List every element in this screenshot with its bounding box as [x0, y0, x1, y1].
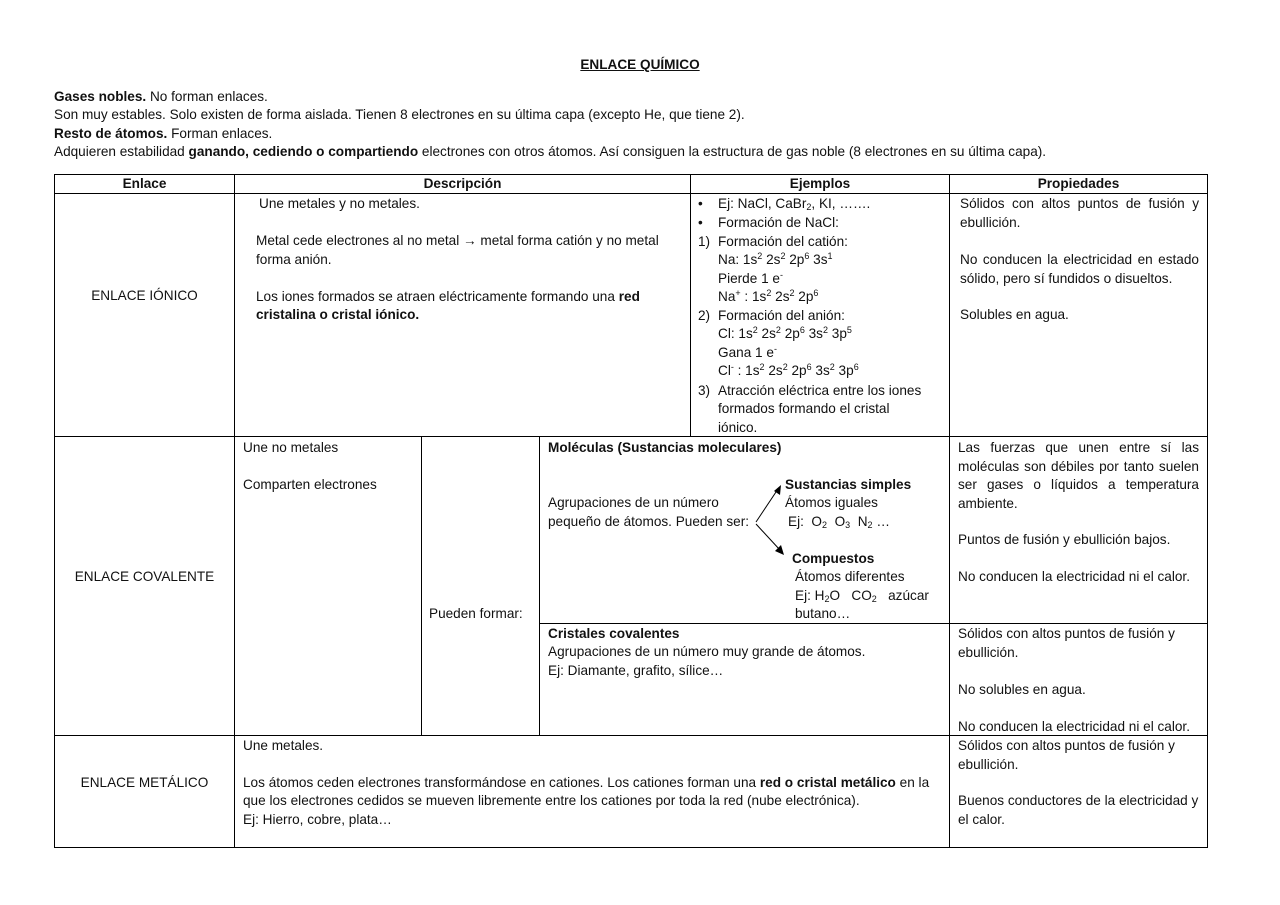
ionic-ex-bullet-1: • Ej: NaCl, CaBr$_2$, KI, …….	[698, 196, 871, 212]
table-border-bottom	[54, 847, 1208, 848]
ionic-prop-3: Solubles en agua.	[960, 307, 1069, 322]
metallic-prop-1: Sólidos con altos puntos de fusión y ebullición.	[958, 738, 1175, 772]
ionic-ex-step-3b: formados formando el cristal	[718, 401, 890, 416]
ionic-ex-step-3c: iónico.	[718, 420, 758, 435]
ionic-desc-2a: Metal cede electrones al no metal → metal forma catión y no metal	[256, 233, 659, 248]
branch-arrows-icon	[750, 480, 790, 560]
metallic-desc-1: Une metales.	[243, 738, 324, 753]
intro-adq-bold: ganando, cediendo o compartiendo	[188, 144, 419, 159]
molecules-title: Moléculas (Sustancias moleculares)	[548, 440, 782, 455]
molecules-prop-3: No conducen la electricidad ni el calor.	[958, 569, 1190, 584]
metallic-desc-2c: en la	[895, 775, 930, 790]
crystals-example: Ej: Diamante, grafito, sílice…	[548, 663, 724, 678]
ionic-prop-1: Sólidos con altos puntos de fusión y ebullición.	[960, 196, 1199, 230]
ionic-ex-bullet-2	[698, 214, 839, 233]
ionic-ex-pierde: Pierde 1 e-	[718, 270, 783, 286]
ionic-ex-bullet-2-text: Formación de NaCl:	[718, 215, 839, 230]
ionic-ex-gana: Gana 1 e-	[718, 344, 777, 360]
ionic-desc-3c: cristalina o cristal iónico.	[256, 307, 420, 322]
covalent-inner-divider	[539, 623, 1208, 624]
ionic-desc-2b: forma anión.	[256, 252, 332, 267]
intro-resto-label: Resto de átomos.	[54, 126, 168, 141]
compuestos-title: Compuestos	[792, 551, 875, 566]
header-enlace: Enlace	[122, 176, 167, 191]
step-number: 2)	[698, 308, 711, 323]
ionic-ex-step-2-text: Formación del anión:	[718, 308, 845, 323]
crystals-title: Cristales covalentes	[548, 626, 680, 641]
bullet-icon: •	[698, 196, 703, 211]
crystals-prop-3: No conducen la electricidad ni el calor.	[958, 719, 1190, 734]
simples-desc: Átomos iguales	[785, 495, 878, 510]
covalent-pueden-formar: Pueden formar:	[429, 606, 523, 621]
intro-gases-text: No forman enlaces.	[146, 89, 268, 104]
intro-adquieren-line	[54, 143, 1046, 162]
ionic-ex-step-3	[698, 382, 921, 401]
covalent-une: Une no metales	[243, 440, 339, 455]
table-border-right	[1207, 174, 1208, 848]
simples-example: Ej: $O_2$ $O_3$ $N_2$ …	[788, 514, 890, 530]
ionic-ex-step-2	[698, 307, 845, 326]
covalent-divider-1	[421, 436, 422, 736]
intro-resto-line	[54, 125, 272, 144]
crystals-prop-1: Sólidos con altos puntos de fusión y ebullición.	[958, 626, 1175, 660]
molecules-desc-2: pequeño de átomos. Pueden ser:	[548, 514, 750, 529]
ionic-prop-2: No conducen la electricidad en estado sólido, pero sí fundidos o disueltos.	[960, 252, 1199, 286]
covalent-divider-2	[539, 436, 540, 736]
molecules-prop-1: Las fuerzas que unen entre sí las moléculas son débiles por tanto suelen ser gases o líquidos a temperatura ambiente.	[958, 440, 1199, 511]
molecules-prop-2: Puntos de fusión y ebullición bajos.	[958, 532, 1171, 547]
header-propiedades: Propiedades	[1037, 176, 1120, 191]
ionic-ex-step-3a: Atracción eléctrica entre los iones	[718, 383, 922, 398]
ionic-desc-3b: red	[618, 289, 640, 304]
crystals-desc: Agrupaciones de un número muy grande de átomos.	[548, 644, 866, 659]
metallic-prop-2: Buenos conductores de la electricidad y el calor.	[958, 793, 1199, 827]
metallic-desc-2a: Los átomos ceden electrones transformándose en cationes. Los cationes forman una	[243, 775, 760, 790]
table-border-left	[54, 174, 55, 848]
step-number: 1)	[698, 234, 711, 249]
compuestos-example-1: Ej: $H_2O$ $CO_2$ azúcar	[795, 588, 929, 604]
step-number: 3)	[698, 383, 711, 398]
ionic-ex-cl-ion: Cl- : $1s^2$ $2s^2$ $2p^6$ $3s^2$ $3p^6$	[718, 362, 859, 378]
ionic-desc-3a: Los iones formados se atraen eléctricamente formando una	[256, 289, 619, 304]
intro-adq-text-2: electrones con otros átomos. Así consiguen la estructura de gas noble (8 electrones en su última capa).	[418, 144, 1047, 159]
ionic-name: ENLACE IÓNICO	[91, 288, 198, 303]
col-divider-propiedades	[949, 174, 950, 848]
header-ejemplos: Ejemplos	[789, 176, 851, 191]
intro-gases-label: Gases nobles.	[54, 89, 147, 104]
ionic-ex-na: Na: $1s^2$ $2s^2$ $2p^6$ $3s^1$	[718, 251, 833, 267]
page-title: ENLACE QUÍMICO	[580, 57, 700, 72]
intro-resto-text: Forman enlaces.	[167, 126, 273, 141]
crystals-prop-2: No solubles en agua.	[958, 682, 1086, 697]
bullet-icon: •	[698, 215, 703, 230]
ionic-desc-1: Une metales y no metales.	[259, 196, 420, 211]
compuestos-example-2: butano…	[795, 606, 851, 621]
simples-title: Sustancias simples	[785, 477, 912, 492]
ionic-ex-na-ion: Na+ : $1s^2$ $2s^2$ $2p^6$	[718, 288, 819, 304]
compuestos-desc: Átomos diferentes	[795, 569, 905, 584]
intro-stable-line: Son muy estables. Solo existen de forma aislada. Tienen 8 electrones en su última capa (excepto He, que tiene 2).	[54, 107, 745, 122]
ionic-desc-3	[256, 288, 640, 307]
metallic-name: ENLACE METÁLICO	[80, 775, 209, 790]
col-divider-enlace	[234, 174, 235, 848]
metallic-desc-2	[243, 774, 929, 793]
molecules-desc-1: Agrupaciones de un número	[548, 495, 719, 510]
metallic-desc-2b: red o cristal metálico	[759, 775, 896, 790]
metallic-desc-4: Ej: Hierro, cobre, plata…	[243, 812, 392, 827]
intro-gases-line	[54, 88, 268, 107]
covalent-name: ENLACE COVALENTE	[74, 569, 215, 584]
covalent-comparten: Comparten electrones	[243, 477, 377, 492]
ionic-row-divider	[54, 436, 1208, 437]
header-descripcion: Descripción	[423, 176, 502, 191]
ionic-ex-cl: Cl: $1s^2$ $2s^2$ $2p^6$ $3s^2$ $3p^5$	[718, 325, 852, 341]
col-divider-ejemplos	[690, 174, 691, 437]
metallic-desc-3: que los electrones cedidos se mueven libremente entre los cationes por toda la red (nube electrónica).	[243, 793, 860, 808]
ionic-ex-step-1	[698, 233, 848, 252]
ionic-ex-step-1-text: Formación del catión:	[718, 234, 848, 249]
intro-adq-text-1: Adquieren estabilidad	[54, 144, 189, 159]
